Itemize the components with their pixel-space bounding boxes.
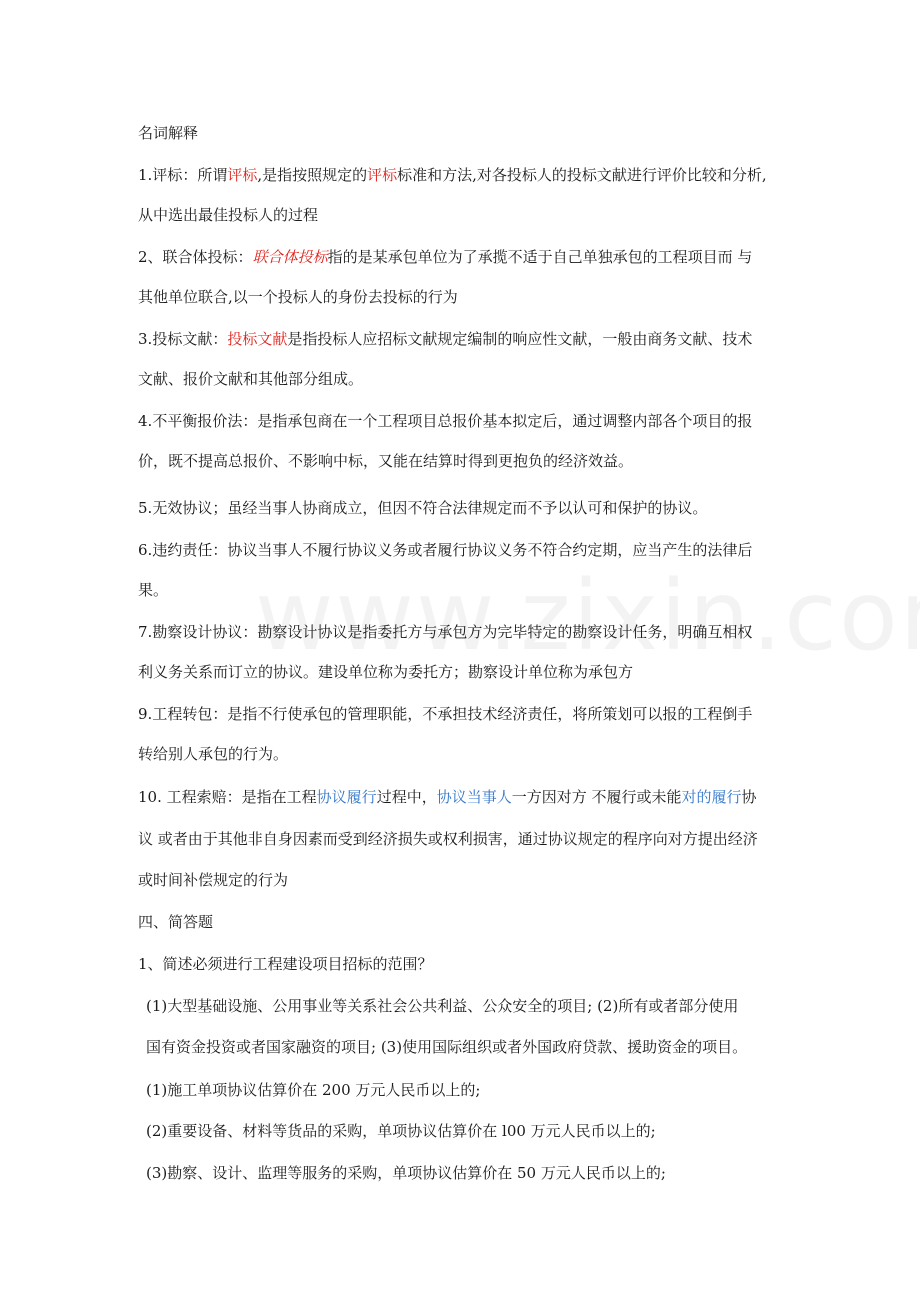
section-title-short-answer: 四、简答题 bbox=[138, 913, 214, 931]
highlight: 评标 bbox=[227, 166, 258, 184]
term-label: 无效协议； bbox=[152, 499, 228, 517]
term-label: 工程索赔： bbox=[166, 788, 242, 806]
item-4-line-2: 价，既不提高总报价、不影响中标，又能在结算时得到更抱负的经济效益。 bbox=[138, 452, 634, 470]
item-7-line-1: 7.勘察设计协议：勘察设计协议是指委托方与承包方为完毕特定的勘察设计任务，明确互相权 bbox=[138, 623, 753, 641]
term-label: 勘察设计协议： bbox=[152, 623, 258, 641]
answer-line: (1)大型基础设施、公用事业等关系社会公共利益、公众安全的项目; (2)所有或者部分使用 bbox=[146, 997, 739, 1015]
term-label: 工程转包： bbox=[152, 705, 228, 723]
item-4-line-1: 4.不平衡报价法：是指承包商在一个工程项目总报价基本拟定后，通过调整内部各个项目的报 bbox=[138, 412, 753, 430]
question-1: 1、简述必须进行工程建设项目招标的范围？ bbox=[138, 955, 433, 973]
term-label: 不平衡报价法： bbox=[152, 412, 258, 430]
item-2-line-1: 2、联合体投标：联合体投标指的是某承包单位为了承揽不适于自己单独承包的工程项目而 与 bbox=[138, 248, 753, 266]
item-10-line-1: 10. 工程索赔：是指在工程协议履行过程中，协议当事人一方因对方 不履行或未能对的履行协 bbox=[138, 788, 757, 806]
item-10-line-3: 或时间补偿规定的行为 bbox=[138, 871, 289, 889]
item-1-line-1: 1.评标：所谓评标,是指按照规定的评标标准和方法,对各投标人的投标文献进行评价比较和分析, bbox=[138, 166, 767, 184]
item-1-line-2: 从中选出最佳投标人的过程 bbox=[138, 206, 319, 224]
watermark bbox=[255, 560, 920, 672]
item-9-line-2: 转给别人承包的行为。 bbox=[138, 745, 289, 763]
term-label: 联合体投标： bbox=[162, 248, 253, 266]
item-10-line-2: 议 或者由于其他非自身因素而受到经济损失或权利损害，通过协议规定的程序向对方提出经济 bbox=[138, 830, 758, 848]
highlight: 投标文献 bbox=[227, 330, 288, 348]
answer-line: (3)勘察、设计、监理等服务的采购，单项协议估算价在 50 万元人民币以上的; bbox=[146, 1164, 666, 1182]
highlight: 联合体投标 bbox=[252, 248, 328, 266]
item-2-line-2: 其他单位联合,以一个投标人的身份去投标的行为 bbox=[138, 288, 458, 306]
highlight: 协议履行 bbox=[316, 788, 377, 806]
highlight: 对的履行 bbox=[681, 788, 742, 806]
answer-line: (1)施工单项协议估算价在 200 万元人民币以上的; bbox=[146, 1081, 481, 1099]
item-3-line-2: 文献、报价文献和其他部分组成。 bbox=[138, 370, 364, 388]
answer-line: 国有资金投资或者国家融资的项目; (3)使用国际组织或者外国政府贷款、援助资金的项目。 bbox=[146, 1038, 748, 1056]
term-label: 违约责任： bbox=[152, 541, 228, 559]
item-3-line-1: 3.投标文献：投标文献是指投标人应招标文献规定编制的响应性文献，一般由商务文献、技术 bbox=[138, 330, 753, 348]
section-title-glossary: 名词解释 bbox=[138, 124, 199, 142]
answer-line: (2)重要设备、材料等货品的采购，单项协议估算价在 l00 万元人民币以上的; bbox=[146, 1122, 656, 1140]
item-7-line-2: 利义务关系而订立的协议。建设单位称为委托方；勘察设计单位称为承包方 bbox=[138, 663, 634, 681]
highlight: 评标 bbox=[367, 166, 398, 184]
term-label: 投标文献： bbox=[152, 330, 228, 348]
item-6-line-2: 果。 bbox=[138, 581, 169, 599]
item-6-line-1: 6.违约责任：协议当事人不履行协议义务或者履行协议义务不符合约定期，应当产生的法律后 bbox=[138, 541, 753, 559]
highlight: 协议当事人 bbox=[436, 788, 512, 806]
term-label: 评标： bbox=[152, 166, 198, 184]
item-5-line-1: 5.无效协议；虽经当事人协商成立，但因不符合法律规定而不予以认可和保护的协议。 bbox=[138, 499, 708, 517]
item-9-line-1: 9.工程转包：是指不行使承包的管理职能，不承担技术经济责任，将所策划可以报的工程倒手 bbox=[138, 705, 753, 723]
